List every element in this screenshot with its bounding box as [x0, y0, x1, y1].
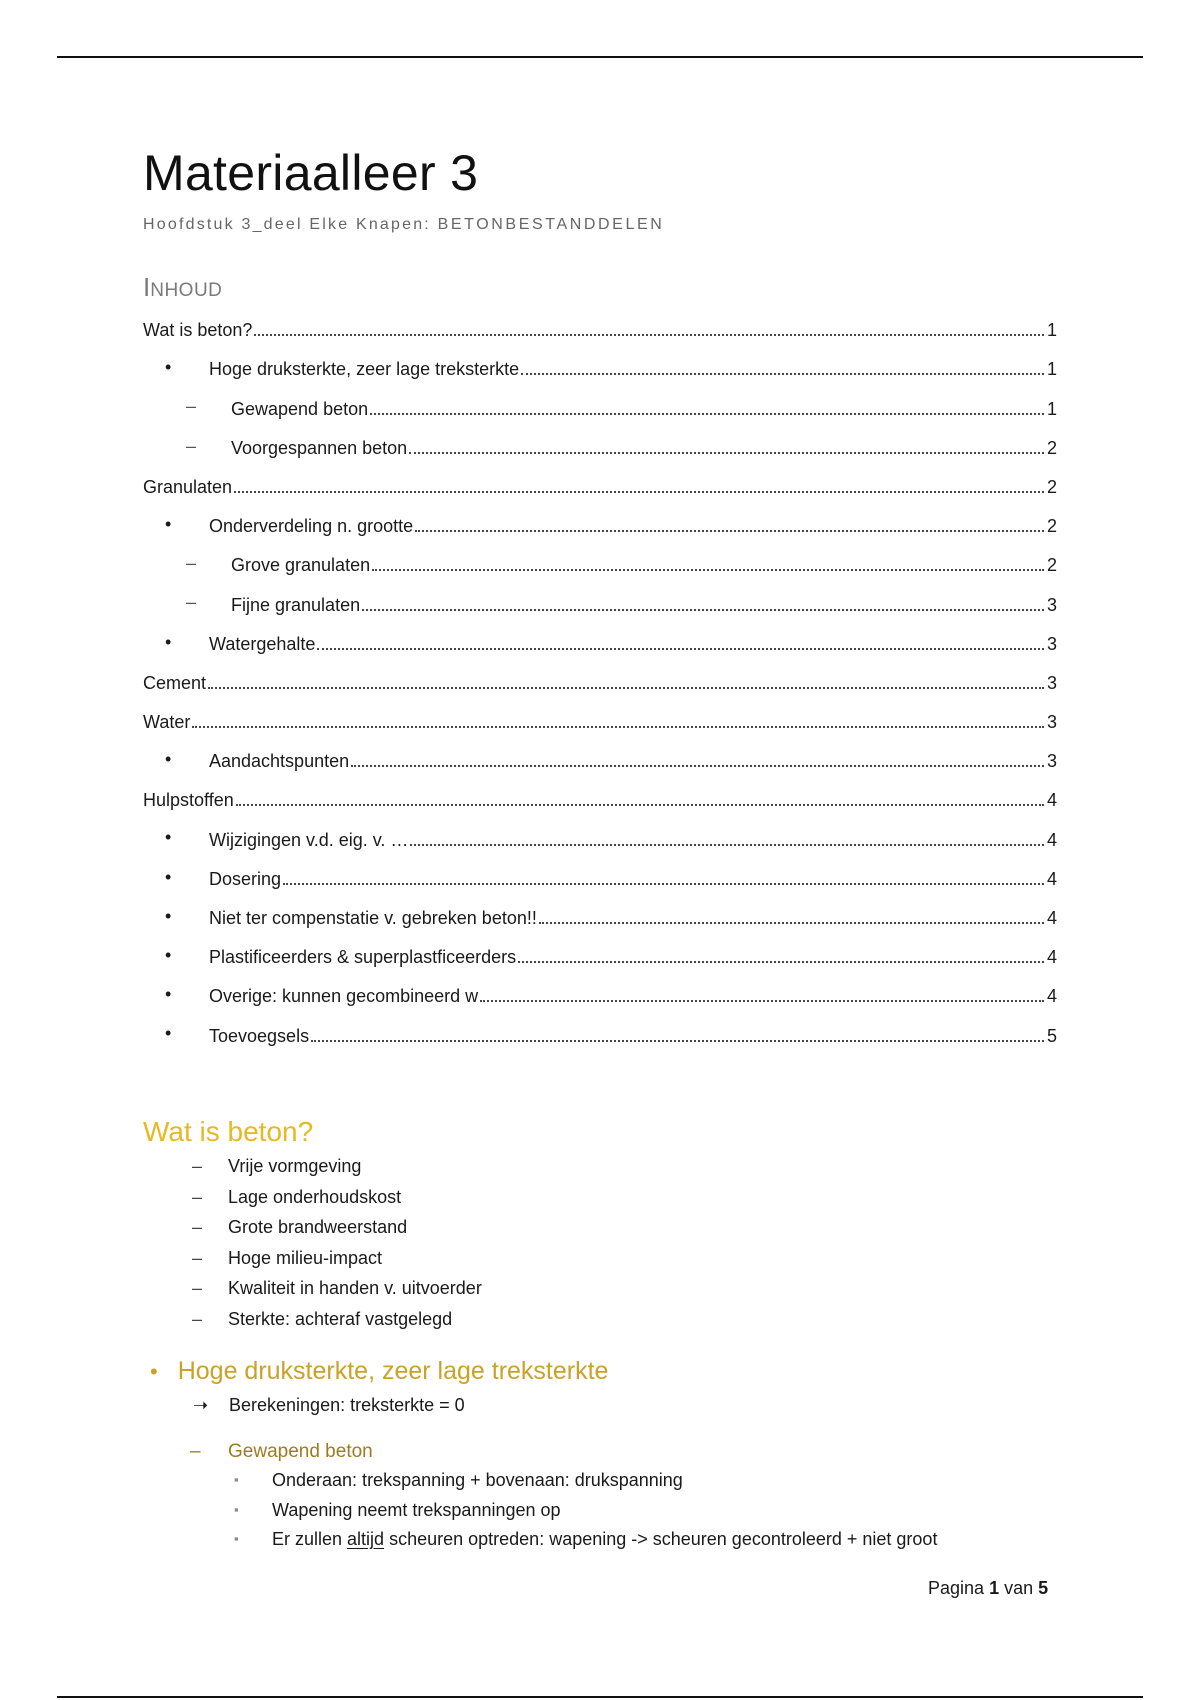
toc-entry[interactable] — [143, 700, 1057, 739]
toc-entry-text: Hulpstoffen — [143, 790, 234, 811]
toc-entry[interactable] — [143, 935, 1057, 974]
toc-entry[interactable] — [143, 857, 1057, 896]
bullet-icon: • — [165, 357, 172, 378]
dash-marker: – — [192, 1247, 203, 1268]
dash-marker: – — [186, 553, 197, 574]
bullet-icon: • — [165, 905, 172, 926]
toc-entry-text: Overige: kunnen gecombineerd w — [209, 986, 479, 1007]
toc-leader-dots — [415, 530, 1044, 532]
dash-marker: – — [186, 592, 197, 613]
dash-marker: – — [192, 1186, 203, 1207]
list-item: ▪ Wapening neemt trekspanningen op — [234, 1499, 561, 1520]
toc-entry[interactable] — [143, 386, 1057, 425]
section-heading-druksterkte: • Hoge druksterkte, zeer lage treksterkte — [150, 1357, 609, 1385]
toc-entry-text: Onderverdeling n. grootte — [209, 516, 414, 537]
document-subtitle — [143, 216, 664, 234]
list-item: – Sterkte: achteraf vastgelegd — [192, 1308, 453, 1329]
dash-marker: – — [192, 1156, 203, 1176]
gewapend-beton-list — [232, 1470, 937, 1559]
dash-marker: – — [192, 1278, 203, 1298]
toc-entry[interactable] — [143, 817, 1057, 856]
toc-entry-text: Wijzigingen v.d. eig. v. … — [209, 829, 409, 850]
list-item: – Kwaliteit in handen v. uitvoerder — [192, 1278, 482, 1298]
toc-entry-text: Grove granulaten — [231, 555, 371, 576]
toc-page-number: 3 — [1046, 672, 1057, 693]
page-number: Pagina 1 van 5 — [928, 1578, 1049, 1598]
toc-page-number: 3 — [1046, 633, 1057, 654]
bullet-icon: • — [150, 1359, 158, 1384]
toc-entry-text: Aandachtspunten — [209, 751, 350, 772]
toc-page-number: 1 — [1046, 320, 1057, 341]
toc-entry[interactable] — [143, 308, 1057, 347]
bullet-icon: • — [165, 984, 172, 1005]
table-of-contents — [143, 308, 1057, 1053]
toc-entry-text: Cement — [143, 672, 207, 693]
toc-entry-text: Plastificeerders & superplastficeerders — [209, 947, 517, 968]
toc-page-number: 4 — [1046, 947, 1057, 968]
list-item: ▪ Onderaan: trekspanning + bovenaan: drukspanning — [234, 1470, 683, 1490]
toc-leader-dots — [362, 609, 1044, 611]
bullet-icon: • — [165, 1023, 172, 1044]
toc-entry-text: Dosering — [209, 868, 282, 889]
square-bullet-icon: ▪ — [234, 1501, 239, 1517]
document-title: Materiaalleer 3 — [143, 145, 479, 201]
toc-entry-text: Granulaten — [143, 476, 233, 497]
toc-entry-text: Water — [143, 712, 191, 733]
toc-page-number: 5 — [1046, 1025, 1057, 1046]
toc-entry[interactable] — [143, 1013, 1057, 1052]
dash-marker: – — [190, 1441, 201, 1462]
toc-leader-dots — [409, 452, 1044, 454]
toc-page-number: 2 — [1046, 476, 1057, 497]
list-item: – Grote brandweerstand — [192, 1217, 408, 1237]
dash-marker: – — [186, 435, 197, 456]
subtitle-topic: BETONBESTANDDELEN — [437, 216, 665, 233]
toc-leader-dots — [518, 961, 1044, 963]
toc-page-number: 2 — [1046, 516, 1057, 537]
toc-page-number: 4 — [1046, 986, 1057, 1007]
bullet-icon: • — [165, 749, 172, 770]
toc-entry[interactable] — [143, 504, 1057, 543]
toc-leader-dots — [254, 334, 1044, 336]
toc-entry-text: Hoge druksterkte, zeer lage treksterkte — [209, 359, 520, 380]
toc-entry[interactable] — [143, 778, 1057, 817]
bullet-icon: • — [165, 631, 172, 652]
toc-page-number: 1 — [1046, 359, 1057, 380]
list-item: – Hoge milieu-impact — [192, 1247, 383, 1268]
total-pages: 5 — [1038, 1578, 1049, 1598]
toc-leader-dots — [410, 844, 1044, 846]
square-bullet-icon: ▪ — [234, 1531, 239, 1546]
toc-entry-text: Toevoegsels — [209, 1025, 310, 1046]
toc-entry-text: Wat is beton? — [143, 320, 253, 341]
toc-leader-dots — [317, 648, 1044, 650]
dash-marker: – — [192, 1217, 203, 1237]
subsection-heading-gewapend-beton: – Gewapend beton — [190, 1441, 373, 1462]
current-page: 1 — [989, 1578, 1000, 1598]
toc-leader-dots — [192, 726, 1044, 728]
top-rule — [57, 56, 1143, 58]
bottom-rule — [57, 1696, 1143, 1698]
toc-heading-initial: I — [143, 272, 151, 302]
toc-page-number: 1 — [1046, 398, 1057, 419]
underlined-word: altijd — [347, 1529, 385, 1549]
arrow-icon: ➝ — [193, 1395, 209, 1415]
list-item: – Lage onderhoudskost — [192, 1186, 402, 1207]
toc-entry-text: Watergehalte — [209, 633, 316, 654]
toc-entry[interactable] — [143, 896, 1057, 935]
toc-page-number: 2 — [1046, 437, 1057, 458]
subtitle-prefix: Hoofdstuk 3_deel Elke Knapen: — [143, 216, 438, 233]
toc-entry[interactable] — [143, 974, 1057, 1013]
toc-leader-dots — [480, 1000, 1044, 1002]
square-bullet-icon: ▪ — [234, 1472, 239, 1487]
toc-entry[interactable] — [143, 465, 1057, 504]
toc-leader-dots — [311, 1040, 1044, 1042]
toc-leader-dots — [521, 373, 1044, 375]
toc-page-number: 3 — [1046, 751, 1057, 772]
toc-leader-dots — [539, 922, 1044, 924]
toc-entry[interactable] — [143, 543, 1057, 582]
bullet-icon: • — [165, 513, 172, 534]
section1-list — [190, 1156, 482, 1339]
toc-entry[interactable] — [143, 622, 1057, 661]
arrow-note: ➝ Berekeningen: treksterkte = 0 — [193, 1395, 465, 1415]
toc-heading — [143, 272, 222, 303]
toc-entry[interactable] — [143, 661, 1057, 700]
bullet-icon: • — [165, 945, 172, 965]
list-item: – Vrije vormgeving — [192, 1156, 362, 1176]
toc-page-number: 4 — [1046, 868, 1057, 889]
toc-entry-text: Niet ter compenstatie v. gebreken beton!! — [209, 908, 537, 928]
bullet-icon: • — [165, 866, 172, 887]
toc-page-number: 4 — [1046, 790, 1057, 811]
toc-leader-dots — [351, 765, 1044, 767]
toc-entry-text: Gewapend beton — [231, 398, 369, 419]
dash-marker: – — [186, 396, 197, 417]
toc-leader-dots — [236, 804, 1044, 806]
toc-heading-rest: NHOUD — [150, 280, 223, 301]
toc-page-number: 4 — [1046, 829, 1057, 850]
section-heading-wat-is-beton: Wat is beton? — [143, 1116, 314, 1147]
toc-entry[interactable] — [143, 347, 1057, 386]
toc-page-number: 2 — [1046, 555, 1057, 576]
toc-leader-dots — [234, 491, 1044, 493]
toc-leader-dots — [370, 413, 1044, 415]
toc-page-number: 3 — [1046, 594, 1057, 615]
toc-entry[interactable] — [143, 582, 1057, 621]
toc-page-number: 4 — [1046, 908, 1057, 928]
toc-entry-text: Voorgespannen beton — [231, 437, 408, 458]
toc-page-number: 3 — [1046, 712, 1057, 733]
toc-entry-text: Fijne granulaten — [231, 594, 361, 615]
list-item: ▪ Er zullen altijd scheuren optreden: wapening -> scheuren gecontroleerd + niet groot — [234, 1529, 938, 1549]
dash-marker: – — [192, 1308, 203, 1329]
toc-leader-dots — [372, 569, 1044, 571]
toc-leader-dots — [283, 883, 1044, 885]
toc-leader-dots — [208, 687, 1044, 689]
toc-entry[interactable] — [143, 739, 1057, 778]
bullet-icon: • — [165, 827, 172, 848]
toc-entry[interactable] — [143, 426, 1057, 465]
